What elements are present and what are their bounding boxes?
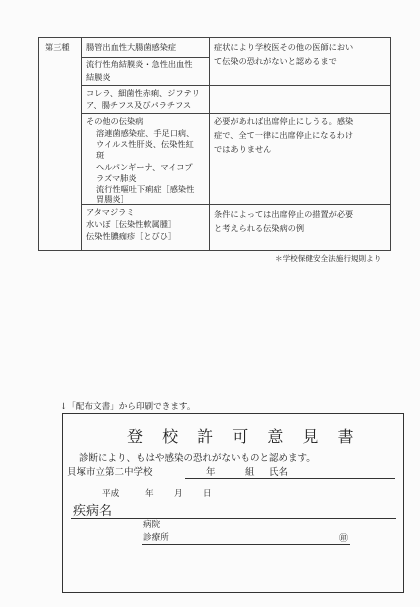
table-divider bbox=[81, 85, 390, 86]
infection-table bbox=[38, 37, 391, 251]
table-divider bbox=[81, 38, 82, 250]
year-label: 年 bbox=[206, 467, 216, 478]
disease-text: 流行性角結膜炎・急性出血性 bbox=[86, 59, 193, 69]
disease-text: その他の伝染病 bbox=[86, 116, 144, 126]
condition-text: 症で、全て一律に出席停止になるわけ bbox=[214, 130, 354, 140]
seal-mark: ㊞ bbox=[339, 534, 349, 544]
condition-text: ではありません bbox=[214, 144, 272, 154]
table-footnote: ＊学校保健安全法施行規則より bbox=[275, 254, 382, 263]
name-label: 氏名 bbox=[269, 467, 289, 478]
table-divider bbox=[209, 38, 210, 250]
disease-text: 水いぼ［伝染性軟属腫］ bbox=[86, 219, 177, 229]
name-underline bbox=[185, 478, 395, 479]
disease-text: ラズマ肺炎 bbox=[96, 173, 137, 183]
hospital-label: 病院 bbox=[143, 520, 161, 530]
condition-text: 症状により学校医その他の医師におい bbox=[214, 42, 354, 52]
condition-text: 条件によっては出席停止の措置が必要 bbox=[214, 209, 354, 219]
condition-text: て伝染の恐れがないと認めるまで bbox=[214, 56, 337, 66]
disease-label: 疾病名 bbox=[73, 504, 113, 519]
diagnosis-statement: 診断により、もはや感染の恐れがないものと認めます。 bbox=[79, 453, 316, 464]
disease-text: 斑 bbox=[96, 150, 105, 160]
day-unit: 日 bbox=[203, 489, 212, 499]
disease-text: ア、腸チフス及びパラチフス bbox=[86, 100, 192, 110]
class-label: 組 bbox=[245, 467, 255, 478]
disease-text: 伝染性膿痂疹［とびひ］ bbox=[86, 231, 177, 241]
month-unit: 月 bbox=[174, 489, 183, 499]
disease-text: ウイルス性肝炎、伝染性紅 bbox=[96, 139, 194, 149]
school-name: 貝塚市立第二中学校 bbox=[67, 467, 153, 478]
download-note: ↓「配布文書」から印刷できます。 bbox=[60, 402, 196, 412]
table-divider bbox=[81, 113, 390, 114]
disease-text: 腸管出血性大腸菌感染症 bbox=[86, 42, 177, 52]
era-label: 平成 bbox=[102, 489, 120, 499]
school-permission-form bbox=[62, 413, 404, 593]
clinic-label: 診療所 bbox=[143, 533, 169, 543]
doctor-underline bbox=[142, 544, 350, 545]
disease-text: ヘルパンギーナ、マイコプ bbox=[96, 162, 193, 172]
form-title: 登 校 許 可 意 見 書 bbox=[127, 427, 361, 446]
disease-text: アタマジラミ bbox=[86, 207, 135, 217]
disease-text: 結膜炎 bbox=[86, 72, 111, 82]
disease-text: 胃腸炎］ bbox=[96, 194, 129, 204]
disease-text: コレラ、細菌性赤痢、ジフテリ bbox=[86, 88, 200, 98]
disease-text: 流行性嘔吐下痢症［感染性 bbox=[96, 184, 195, 194]
condition-text: 必要があれば出席停止にしうる。感染 bbox=[214, 116, 354, 126]
condition-text: と考えられる伝染病の例 bbox=[214, 223, 305, 233]
year-unit: 年 bbox=[145, 489, 154, 499]
disease-underline bbox=[71, 518, 396, 519]
category-cell: 第三種 bbox=[45, 42, 70, 52]
disease-text: 溶連菌感染症、手足口病、 bbox=[96, 128, 195, 138]
